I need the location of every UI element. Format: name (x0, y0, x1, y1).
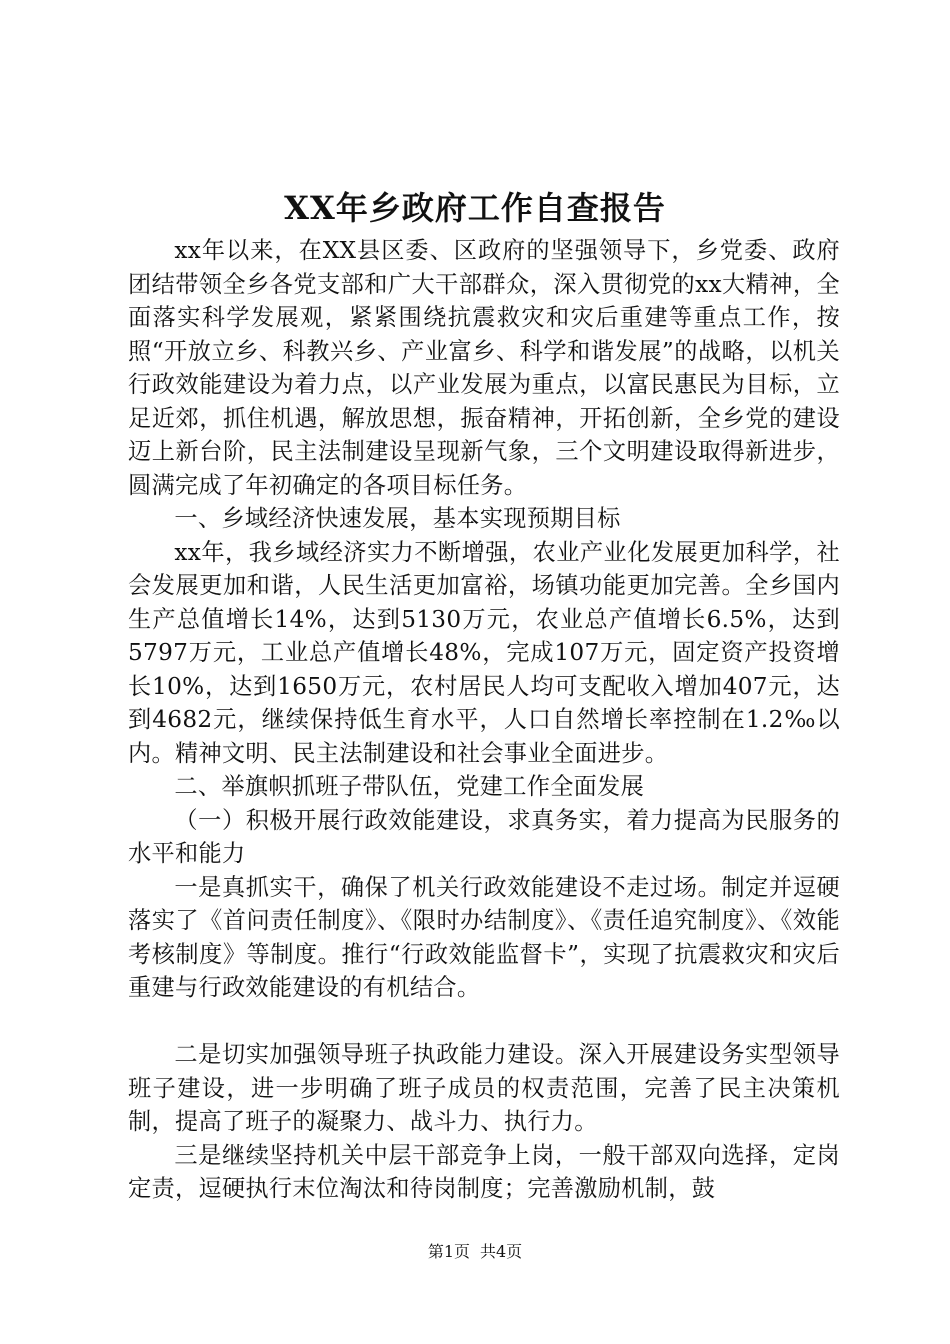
section-heading-party-building: 二、举旗帜抓班子带队伍，党建工作全面发展 (174, 773, 645, 800)
paragraph-point-three: 三是继续坚持机关中层干部竞争上岗，一般干部双向选择，定岗定责，逗硬执行末位淘汰和待岗制度；完善激励机制，鼓 (128, 1141, 840, 1202)
paragraph-intro: xx年以来，在XX县区委、区政府的坚强领导下，乡党委、政府团结带领全乡各党支部和广大干部群众，深入贯彻党的xx大精神，全面落实科学发展观，紧紧围绕抗震救灾和灾后重建等重点工作，按照“开放立乡、科教兴乡、产业富乡、科学和谐发展”的战略，以机关行政效能建设为着力点，以产业发展为重点，以富民惠民为目标，立足近郊，抓住机遇，解放思想，振奋精神，开拓创新，全乡党的建设迈上新台阶，民主法制建设呈现新气象，三个文明建设取得新进步，圆满完成了年初确定的各项目标任务。 (128, 237, 840, 499)
paragraph-point-one: 一是真抓实干，确保了机关行政效能建设不走过场。制定并逗硬落实了《首问责任制度》、《限时办结制度》、《责任追究制度》、《效能考核制度》等制度。推行“行政效能监督卡”，实现了抗震救灾和灾后重建与行政效能建设的有机结合。 (128, 873, 840, 1001)
page-number: 第1页 (427, 1242, 470, 1261)
paragraph-economy: xx年，我乡域经济实力不断增强，农业产业化发展更加科学，社会发展更加和谐，人民生活更加富裕，场镇功能更加完善。全乡国内生产总值增长14%，达到5130万元，农业总产值增长6.5%，达到5797万元，工业总产值增长48%，完成107万元，固定资产投资增长10%，达到1650万元，农村居民人均可支配收入增加407元，达到4682元，继续保持低生育水平，人口自然增长率控制在1.2‰以内。精神文明、民主法制建设和社会事业全面进步。 (128, 538, 841, 767)
paragraph-point-two: 二是切实加强领导班子执政能力建设。深入开展建设务实型领导班子建设，进一步明确了班子成员的权责范围，完善了民主决策机制，提高了班子的凝聚力、战斗力、执行力。 (128, 1041, 840, 1135)
section-heading-economy: 一、乡域经济快速发展，基本实现预期目标 (174, 505, 621, 532)
document-title: XX年乡政府工作自查报告 (284, 189, 666, 227)
page-total: 共4页 (480, 1242, 523, 1261)
document-body (128, 234, 840, 1206)
subsection-heading-efficiency: （一）积极开展行政效能建设，求真务实，着力提高为民服务的水平和能力 (128, 806, 840, 867)
page-footer (0, 1240, 950, 1264)
